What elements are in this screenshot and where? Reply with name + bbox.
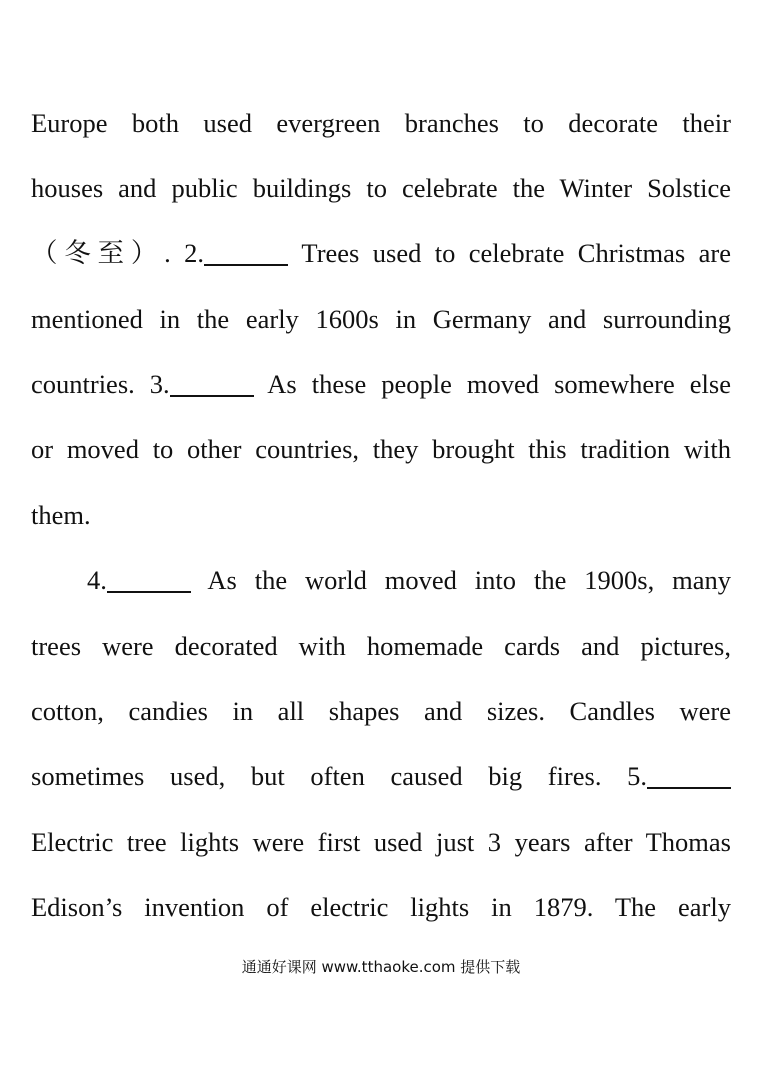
page-footer: 通通好课网 www.tthaoke.com 提供下载	[241, 958, 521, 976]
answer-blank-3[interactable]	[170, 369, 254, 397]
text-line-4: mentioned in the early 1600s in Germany and surrounding	[31, 304, 731, 334]
text-line-12: Electric tree lights were first used just 3 years after Thomas	[31, 827, 731, 857]
text-line-11: sometimes used, but often caused big fires. 5.	[31, 756, 731, 796]
text-line-13: Edison’s invention of electric lights in 1879. The early	[31, 892, 731, 922]
text-line-5: countries. 3. As these people moved somewhere else	[31, 369, 731, 399]
text-line-7: them.	[31, 500, 91, 530]
answer-blank-2[interactable]	[204, 238, 288, 266]
text-line-6: or moved to other countries, they brought this tradition with	[31, 434, 731, 464]
answer-blank-5[interactable]	[647, 761, 731, 789]
text-line-3: （冬至）. 2. Trees used to celebrate Christmas are	[31, 238, 731, 268]
text-line-10: cotton, candies in all shapes and sizes. Candles were	[31, 696, 731, 726]
text-line-1: Europe both used evergreen branches to decorate their	[31, 108, 731, 138]
answer-blank-4[interactable]	[107, 565, 191, 593]
text-line-8: 4. As the world moved into the 1900s, many	[87, 565, 731, 595]
text-line-9: trees were decorated with homemade cards and pictures,	[31, 631, 731, 661]
text-line-2: houses and public buildings to celebrate the Winter Solstice	[31, 173, 731, 203]
